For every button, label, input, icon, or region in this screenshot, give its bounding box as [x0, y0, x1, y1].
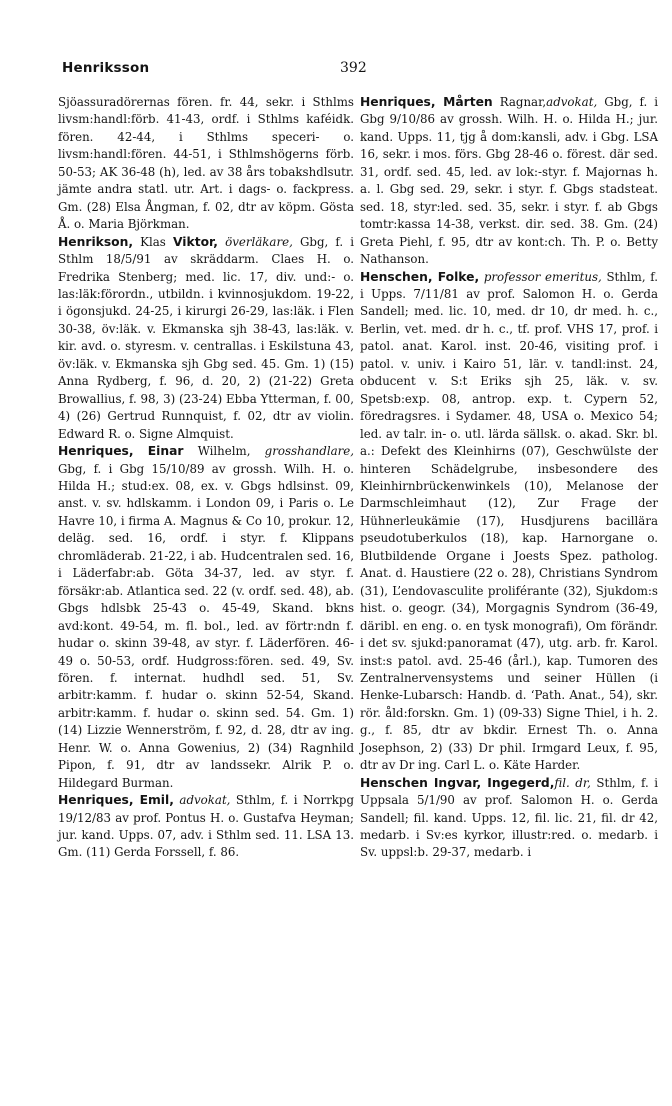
entry-henschen-folke — [360, 269, 658, 775]
entry-given-bold: Einar — [147, 444, 184, 459]
entry-given-rest: Wilhelm, — [183, 444, 251, 459]
entry-occupation: advokat, — [173, 793, 231, 808]
entry-occupation: professor emeritus, — [479, 269, 602, 284]
entry-henriques-marten — [360, 94, 658, 269]
entry-surname: Henriques, Mårten — [360, 95, 493, 109]
entry-surname: Henschen, Folke, — [360, 269, 480, 284]
entry-given-name: Ragnar, — [492, 95, 547, 109]
entry-occupation: fil. dr, — [554, 775, 591, 790]
entry-surname: Henrikson, — [58, 234, 134, 249]
entry-given-bold: Viktor, — [173, 234, 218, 249]
continuation-entry — [58, 94, 354, 234]
entry-text: Sthlm, f. i Uppsala 5/1/90 av prof. Salomon H. o. Gerda Sandell; fil. kand. Upps. 12, fil. lic. 21, fil. dr 42, medarb. i Sv:es kyrkor, illustr:red. o. medarb. i Sv. uppsl:b. 29-37, medarb. i — [360, 775, 658, 860]
entry-text: Gbg, f. i Gbg 15/10/89 av grossh. Wilh. H. o. Hilda H.; stud:ex. 08, ex. v. Gbgs hdlsinst. 09, anst. v. sv. hdlskamm. i London 09, i Paris o. Le Havre 10, i firma A. Magnus & Co 10, prokur. 12, deläg. sed. 16, ordf. i styr. f. Klippans chromläderab. 21-22, i ab. Hudcentralen sed. 16, i Läderfabr:ab. Göta 34-37, led. av styr. f. försäkr:ab. Atlantica sed. 22 (v. ordf. sed. 48), ab. Gbgs hdlsbk 25-43 o. 45-49, Skand. bkns avd:kont. 49-54, m. fl. bol., led. av förtr:ndn f. hudar o. skinn 39-48, av styr. f. Läderfören. 46-49 o. 50-53, ordf. Hudgross:fören. sed. 49, Sv. fören. f. internat. hudhdl sed. 51, Sv. arbitr:kamm. f. hudar o. skinn 52-54, Skand. arbitr:kamm. f. hudar o. skinn sed. 54. Gm. 1) (14) Lizzie Wennerström, f. 92, d. 28, dtr av ing. Henr. W. o. Anna Gowenius, 2) (34) Ragnhild Pipon, f. 91, dtr av landssekr. Alrik P. o. Hildegard Burman. — [58, 461, 354, 790]
page-header — [62, 58, 644, 82]
entry-text: Sthlm, f. i Norrkpg 19/12/83 av prof. Pontus H. o. Gustafva Heyman; jur. kand. Upps. 07, adv. i Sthlm sed. 11. LSA 13. Gm. (11) Gerda Forssell, f. 86. — [58, 793, 354, 860]
entry-occupation: grosshandlare, — [250, 444, 355, 459]
running-head: Henriksson — [62, 60, 150, 76]
left-column — [58, 94, 354, 862]
entry-surname: Henriques, Emil, — [58, 793, 174, 808]
entry-surname: Henriques, — [58, 444, 134, 459]
entry-henschen-ingvar-ingegerd — [360, 775, 658, 862]
right-column — [360, 94, 658, 862]
entry-surname: Henschen Ingvar, Ingegerd, — [360, 775, 555, 790]
entry-occupation: advokat, — [546, 95, 598, 109]
entry-occupation: överläkare, — [217, 234, 293, 249]
page-number: 392 — [340, 60, 367, 76]
entry-henriques-emil — [58, 792, 354, 862]
entry-henriques-einar — [58, 443, 354, 792]
entry-text: Gbg, f. i Gbg 9/10/86 av grossh. Wilh. H. o. Hilda H.; jur. kand. Upps. 11, tjg å dom:kansli, adv. i Gbg. LSA 16, sekr. i mos. förs. Gbg 28-46 o. förest. där sed. 31, ordf. sed. 45, led. av lok:-styr. f. Majornas h. a. l. Gbg sed. 29, sekr. i styr. f. Gbgs stadsteat. sed. 18, styr:led. sed. 35, sekr. i styr. f. ab Gbgs tomtr:kassa 14-38, verkst. dir. sed. 38. Gm. (24) Greta Piehl, f. 95, dtr av kont:ch. Th. P. o. Betty Nathanson. — [360, 95, 659, 267]
entry-given-name: Klas — [133, 234, 173, 249]
entry-text: Sjöassuradörernas fören. fr. 44, sekr. i Sthlms livsm:handl:förb. 41-43, ordf. i Sthlms kaféidk. fören. 42-44, i Sthlms speceri- o. livsm:handl:fören. 44-51, i Sthlmshögerns förb. 50-53; AK 36-48 (h), led. av 38 års tobakshdlsutr. jämte andra statl. utr. Art. i dags- o. fackpress. Gm. (28) Elsa Ångman, f. 02, dtr av köpm. Gösta Å. o. Maria Björkman. — [58, 95, 354, 232]
entry-henrikson-klas-viktor — [58, 234, 354, 443]
entry-text: Gbg, f. i Sthlm 18/5/91 av skräddarm. Claes H. o. Fredrika Stenberg; med. lic. 17, div. und:- o. las:läk:förordn., utbildn. i kvinnosjukdom. 19-22, i ögonsjukd. 24-25, i kirurgi 26-29, las:läk. i Flen 30-38, öv:läk. v. Ekmanska sjh 38-43, las:läk. v. kir. avd. o. styresm. v. centrallas. i Eskilstuna 43, öv:läk. v. Ekmanska sjh Gbg sed. 45. Gm. 1) (15) Anna Rydberg, f. 96, d. 20, 2) (21-22) Greta Browallius, f. 98, 3) (23-24) Ebba Ytterman, f. 00, 4) (26) Gertrud Runnquist, f. 02, dtr av violin. Edward R. o. Signe Almquist. — [58, 234, 354, 441]
entry-text: Sthlm, f. i Upps. 7/11/81 av prof. Salomon H. o. Gerda Sandell; med. lic. 10, med. dr 10, dr med. h. c., Berlin, vet. med. dr h. c., tf. prof. VHS 17, prof. i patol. anat. Karol. inst. 20-46, visiting prof. i patol. v. univ. i Kairo 51, lär. v. tandl:inst. 24, obducent v. S:t Eriks sjh 25, läk. v. sv. Spetsb:exp. 08, antrop. exp. t. Cypern 52, föredragsres. i Sydamer. 48, USA o. Mexico 54; led. av talr. in- o. utl. lärda sällsk. o. akad. Skr. bl. a.: Defekt des Kleinhirns (07), Geschwülste der hinteren Schädelgrube, insbesondere des Kleinhirnbrückenwinkels (10), Melanose der Darmschleimhaut (12), Zur Frage der Hühnerleukämie (17), Husdjurens bacillära pseudotuberkulos (18), kap. Harnorgane o. Blutbildende Organe i Joests Spez. patholog. Anat. d. Haustiere (22 o. 28), Christians Syndrom (31), L’endovasculite proliférante (32), Sjukdom:s hist. o. geogr. (34), Morgagnis Syndrom (36-49, däribl. en eng. o. en tysk monografi), Om förändr. i det sv. sjukd:panoramat (47), utg. arb. fr. Karol. inst:s patol. avd. 25-46 (årl.), kap. Tumoren des Zentralnervensystems und seiner Hüllen (i Henke-Lubarsch: Handb. d. ‘Path. Anat., 54), skr. rör. åld:forskn. Gm. 1) (09-33) Signe Thiel, i h. 2. g., f. 85, dtr av bkdir. Ernest Th. o. Anna Josephson, 2) (33) Dr phil. Irmgard Leux, f. 95, dtr av Dr ing. Carl L. o. Käte Harder. — [360, 269, 658, 773]
entry-given-name — [134, 444, 148, 458]
